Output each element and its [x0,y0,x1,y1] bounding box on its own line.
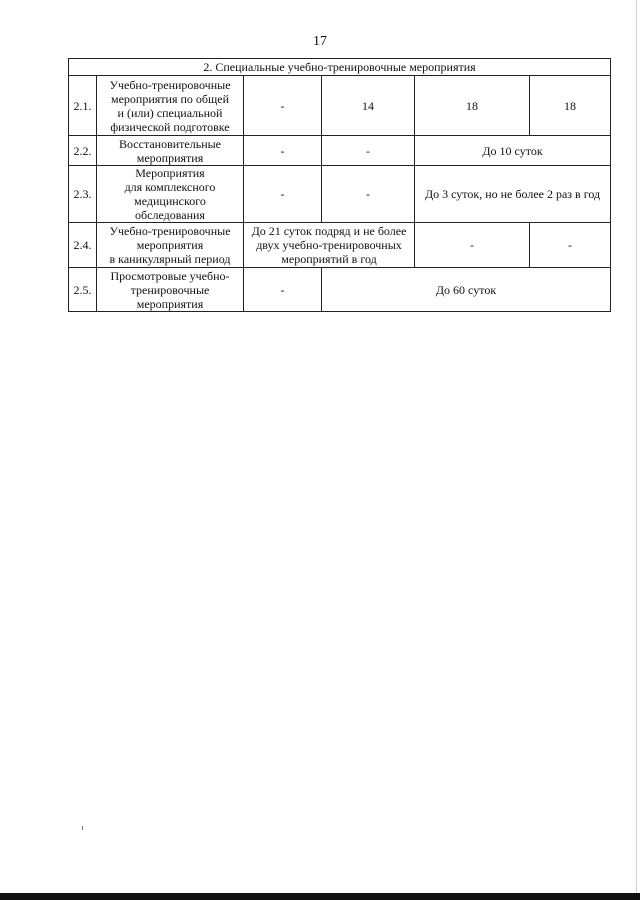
table-row [69,166,611,223]
value-cell: - [415,223,530,268]
value-cell: - [244,136,322,166]
event-name-line: Мероприятия [135,166,205,180]
value-cell: - [322,136,415,166]
row-number: 2.5. [69,268,97,312]
event-name [97,136,244,166]
value-line: двух учебно-тренировочных [256,238,402,252]
table-row [69,76,611,136]
scan-mark [82,826,83,830]
row-number: 2.4. [69,223,97,268]
event-name [97,223,244,268]
event-name-line: медицинского [134,194,206,208]
value-cell: 18 [415,76,530,136]
event-name-line: мероприятия [136,296,204,311]
event-name-line: и (или) специальной [117,105,223,120]
event-name-line: мероприятия [136,238,204,252]
event-name-line: для комплексного [124,180,216,194]
scan-edge-right [636,0,637,893]
event-name [97,76,244,136]
event-name [97,166,244,223]
section-header-row [69,59,611,76]
value-cell [244,223,415,268]
value-cell: До 3 суток, но не более 2 раз в год [415,166,611,223]
section-title: 2. Специальные учебно-тренировочные мероприятия [69,59,611,76]
event-name-line: Учебно-тренировочные [109,224,231,238]
value-cell: 14 [322,76,415,136]
event-name-line: Восстановительные [118,136,222,151]
row-number: 2.1. [69,76,97,136]
event-name-line: мероприятия [136,150,204,165]
value-cell: До 60 суток [322,268,611,312]
event-name-line: обследования [135,208,205,222]
row-number: 2.2. [69,136,97,166]
value-line: До 21 суток подряд и не более [251,224,407,238]
table-row [69,268,611,312]
value-line: мероприятий в год [281,252,377,266]
value-cell: - [244,268,322,312]
event-name-line: в каникулярный период [109,252,231,266]
table-row [69,223,611,268]
value-cell: - [530,223,611,268]
event-name-line: Учебно-тренировочные [109,77,231,92]
value-cell: До 10 суток [415,136,611,166]
event-name [97,268,244,312]
event-name-line: тренировочные [130,282,210,297]
events-table [68,58,611,312]
page-number: 17 [313,34,327,49]
value-cell: - [322,166,415,223]
scan-edge-bottom [0,893,640,900]
event-name-line: мероприятия по общей [111,91,229,106]
row-number: 2.3. [69,166,97,223]
event-name-line: Просмотровые учебно- [110,268,230,283]
value-cell: - [244,166,322,223]
table-row [69,136,611,166]
value-cell: 18 [530,76,611,136]
value-cell: - [244,76,322,136]
event-name-line: физической подготовке [110,119,230,134]
